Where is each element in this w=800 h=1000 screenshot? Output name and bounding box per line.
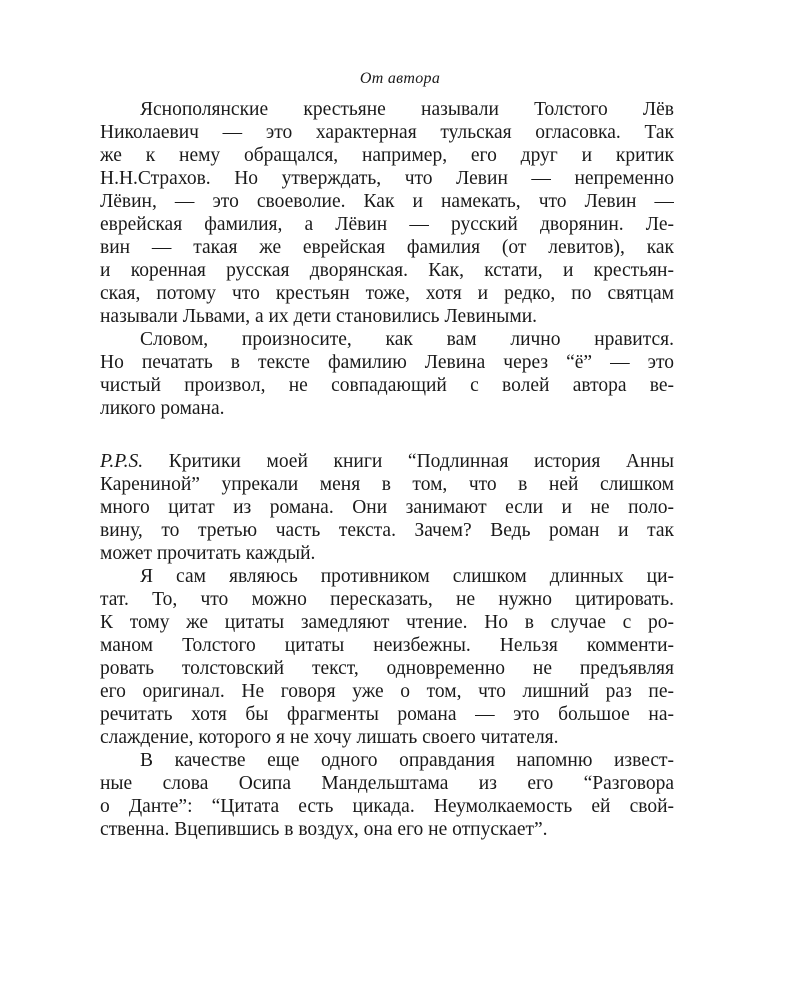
section-gap bbox=[100, 420, 674, 450]
text-line: ликого романа. bbox=[100, 398, 225, 419]
paragraph-4 bbox=[100, 565, 674, 749]
text-line: же к нему обращался, например, его друг и критик bbox=[100, 145, 674, 166]
text-line: Лёвин, — это своеволие. Как и намекать, что Левин — bbox=[100, 191, 674, 212]
text-line: Н.Н.Страхов. Но утверждать, что Левин — непременно bbox=[100, 168, 674, 189]
text-line: Но печатать в тексте фамилию Левина через “ё” — это bbox=[100, 352, 674, 373]
text-line: называли Львами, а их дети становились Левиными. bbox=[100, 306, 538, 327]
text-line: речитать хотя бы фрагменты романа — это большое на- bbox=[100, 704, 674, 725]
text-line: К тому же цитаты замедляют чтение. Но в случае с ро- bbox=[100, 612, 674, 633]
paragraph-1 bbox=[100, 98, 674, 328]
text-fragment: Критики моей книги “Подлинная история Анны bbox=[143, 451, 674, 472]
text-line: Словом, произносите, как вам лично нравится. bbox=[140, 329, 674, 350]
text-line: Николаевич — это характерная тульская огласовка. Так bbox=[100, 122, 674, 143]
text-line: Яснополянские крестьяне называли Толстого Лёв bbox=[140, 99, 674, 120]
text-line: о Данте”: “Цитата есть цикада. Неумолкаемость ей свой- bbox=[100, 796, 674, 817]
text-line: маном Толстого цитаты неизбежны. Нельзя комменти- bbox=[100, 635, 674, 656]
text-line: чистый произвол, не совпадающий с волей автора ве- bbox=[100, 375, 674, 396]
text-line: еврейская фамилия, а Лёвин — русский дворянин. Ле- bbox=[100, 214, 674, 235]
text-line: вин — такая же еврейская фамилия (от левитов), как bbox=[100, 237, 674, 258]
text-line: много цитат из романа. Они занимают если и не поло- bbox=[100, 497, 674, 518]
text-line: тат. То, что можно пересказать, не нужно цитировать. bbox=[100, 589, 674, 610]
text-line: Карениной” упрекали меня в том, что в ней слишком bbox=[100, 474, 674, 495]
text-line: ные слова Осипа Мандельштама из его “Разговора bbox=[100, 773, 674, 794]
text-line: может прочитать каждый. bbox=[100, 543, 316, 564]
text-line: и коренная русская дворянская. Как, кстати, и крестьян- bbox=[100, 260, 674, 281]
text-line: ственна. Вцепившись в воздух, она его не отпускает”. bbox=[100, 819, 548, 840]
running-head: От автора bbox=[359, 70, 441, 87]
text-line: слаждение, которого я не хочу лишать своего читателя. bbox=[100, 727, 559, 748]
paragraph-2 bbox=[100, 328, 674, 420]
pps-label: P.P.S. bbox=[100, 451, 144, 472]
text-line: его оригинал. Не говоря уже о том, что лишний раз пе- bbox=[100, 681, 674, 702]
text-line bbox=[100, 450, 674, 473]
text-line: Я сам являюсь противником слишком длинных ци- bbox=[140, 566, 674, 587]
page-text bbox=[100, 98, 674, 841]
text-line: ская, потому что крестьян тоже, хотя и редко, по святцам bbox=[100, 283, 674, 304]
paragraph-5 bbox=[100, 749, 674, 841]
text-line: В качестве еще одного оправдания напомню извест- bbox=[140, 750, 674, 771]
paragraph-3 bbox=[100, 450, 674, 565]
text-line: вину, то третью часть текста. Зачем? Ведь роман и так bbox=[100, 520, 674, 541]
text-line: ровать толстовский текст, одновременно не предъявляя bbox=[100, 658, 674, 679]
